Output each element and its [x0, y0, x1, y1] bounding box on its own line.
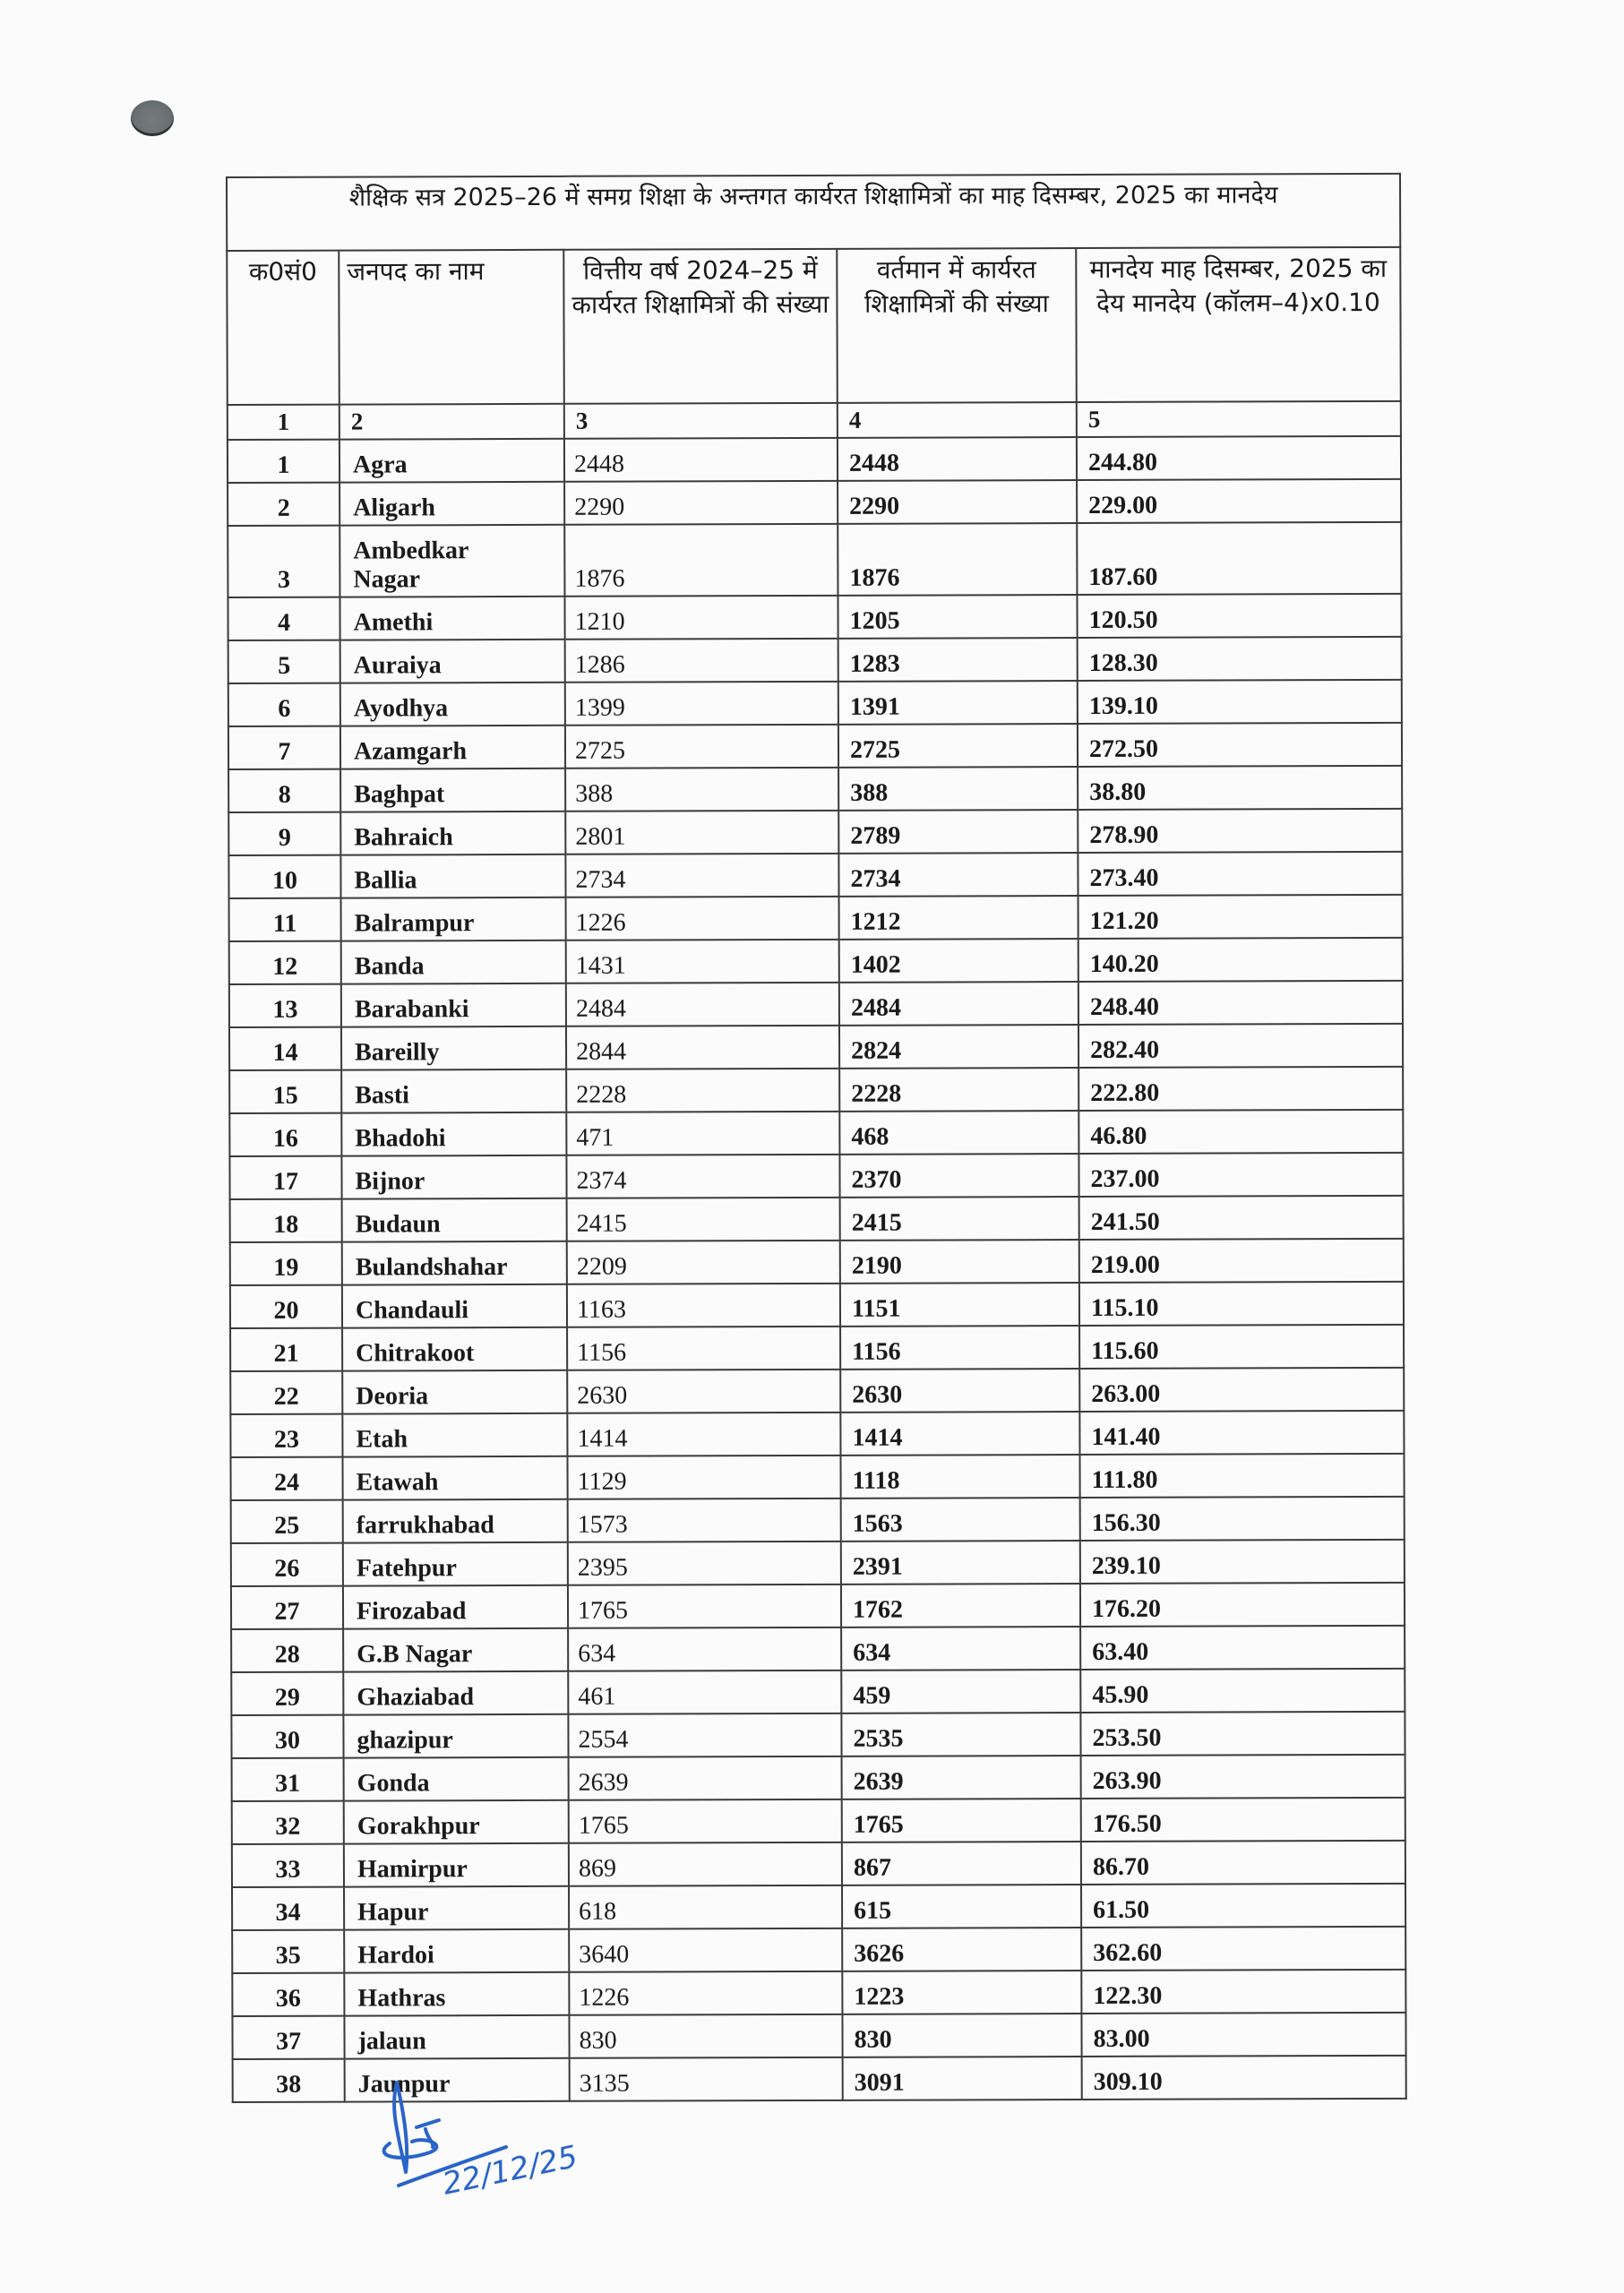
district-name-cell: Agra	[339, 439, 564, 483]
honorarium-cell: 61.50	[1081, 1884, 1405, 1928]
current-count-cell: 2630	[840, 1369, 1079, 1413]
serial-number-cell: 16	[229, 1113, 341, 1156]
honorarium-cell: 282.40	[1078, 1024, 1403, 1068]
table-row	[230, 1196, 1404, 1242]
prev-year-count-cell: 1129	[567, 1456, 840, 1499]
honorarium-cell: 239.10	[1080, 1540, 1405, 1584]
serial-number-cell: 33	[232, 1844, 344, 1887]
current-count-cell: 2448	[838, 437, 1077, 481]
district-name-cell: Bahraich	[340, 812, 565, 855]
district-name-cell: Ambedkar Nagar	[339, 525, 564, 597]
current-count-cell: 459	[841, 1670, 1080, 1713]
current-count-cell: 1876	[838, 523, 1077, 596]
prev-year-count-cell: 634	[568, 1627, 841, 1671]
table-title: शैक्षिक सत्र 2025–26 में समग्र शिक्षा के अन्तगत कार्यरत शिक्षामित्रों का माह दिसम्बर, 2025 का मानदेय	[227, 174, 1400, 251]
current-count-cell: 1391	[838, 681, 1078, 725]
table-row	[231, 1583, 1405, 1629]
serial-number-cell: 27	[231, 1586, 343, 1629]
district-name-cell: Auraiya	[340, 640, 565, 683]
current-count-cell: 2290	[838, 480, 1077, 524]
table-row	[229, 1067, 1403, 1113]
district-name-cell: Chitrakoot	[342, 1327, 567, 1371]
table-row	[230, 1411, 1404, 1457]
current-count-cell: 1762	[841, 1584, 1080, 1627]
table-row	[232, 2013, 1405, 2059]
table-row	[228, 680, 1402, 726]
prev-year-count-cell: 2374	[566, 1155, 839, 1198]
district-name-cell: jalaun	[344, 2015, 569, 2059]
column-number: 2	[339, 404, 564, 440]
prev-year-count-cell: 1210	[564, 596, 838, 640]
serial-number-cell: 26	[231, 1543, 343, 1586]
honorarium-cell: 229.00	[1077, 479, 1401, 523]
prev-year-count-cell: 2228	[566, 1069, 839, 1112]
serial-number-cell: 37	[232, 2016, 344, 2059]
serial-number-cell: 8	[228, 769, 340, 812]
honorarium-cell: 362.60	[1081, 1927, 1405, 1971]
prev-year-count-cell: 2209	[567, 1241, 840, 1284]
table-row	[230, 1454, 1404, 1500]
prev-year-count-cell: 2639	[569, 1756, 842, 1800]
prev-year-count-cell: 2554	[568, 1713, 841, 1757]
honorarium-cell: 115.60	[1079, 1325, 1404, 1369]
prev-year-count-cell: 1414	[567, 1413, 840, 1456]
honorarium-cell: 141.40	[1079, 1411, 1404, 1455]
district-name-cell: Fatehpur	[343, 1542, 568, 1586]
table-row	[230, 1282, 1404, 1328]
table-row	[228, 723, 1402, 769]
honorarium-cell: 244.80	[1077, 436, 1401, 480]
serial-number-cell: 1	[228, 440, 339, 483]
honorarium-cell: 253.50	[1080, 1712, 1405, 1756]
serial-number-cell: 4	[228, 597, 339, 640]
table-row	[229, 895, 1403, 941]
serial-number-cell: 30	[231, 1715, 343, 1758]
district-name-cell: Banda	[341, 940, 566, 984]
district-name-cell: farrukhabad	[343, 1499, 568, 1543]
district-name-cell: Barabanki	[341, 983, 566, 1027]
prev-year-count-cell: 1399	[565, 682, 838, 726]
honorarium-cell: 139.10	[1078, 680, 1402, 724]
serial-number-cell: 17	[229, 1156, 341, 1199]
current-count-cell: 2734	[838, 853, 1078, 897]
current-count-cell: 1156	[840, 1326, 1079, 1370]
table-row	[232, 1970, 1405, 2016]
honorarium-cell: 122.30	[1081, 1970, 1405, 2014]
prev-year-count-cell: 1286	[565, 639, 838, 683]
serial-number-cell: 9	[228, 812, 340, 855]
prev-year-count-cell: 471	[566, 1112, 839, 1155]
title-row	[227, 174, 1400, 251]
district-name-cell: Ayodhya	[340, 683, 565, 726]
current-count-cell: 3091	[843, 2057, 1082, 2100]
table-row	[232, 1927, 1405, 1973]
honorarium-cell: 83.00	[1081, 2013, 1405, 2057]
honorarium-cell: 38.80	[1078, 766, 1402, 810]
signature-with-date	[363, 2074, 596, 2208]
district-name-cell: G.B Nagar	[343, 1628, 568, 1672]
district-name-cell: Hathras	[344, 1972, 569, 2016]
table-row	[229, 981, 1403, 1027]
current-count-cell: 2190	[840, 1240, 1079, 1284]
district-name-cell: Ghaziabad	[343, 1671, 568, 1715]
current-count-cell: 1212	[839, 896, 1078, 940]
prev-year-count-cell: 2448	[564, 438, 838, 482]
signature-stroke	[384, 2140, 437, 2158]
honorarium-cell: 128.30	[1078, 637, 1402, 681]
current-count-cell: 1283	[838, 638, 1078, 682]
punch-hole-mark	[131, 100, 174, 136]
serial-number-cell: 19	[230, 1242, 342, 1285]
current-count-cell: 1205	[838, 595, 1077, 639]
prev-year-count-cell: 3640	[569, 1928, 842, 1972]
district-name-cell: Ballia	[340, 855, 565, 898]
district-name-cell: Deoria	[342, 1370, 567, 1414]
table-row	[230, 1325, 1404, 1371]
honorarium-cell: 263.00	[1079, 1368, 1404, 1412]
serial-number-cell: 24	[230, 1457, 342, 1500]
header-current-count: वर्तमान में कार्यरत शिक्षामित्रों की संख्या	[837, 248, 1077, 403]
header-serial-number: क0सं0	[227, 251, 339, 405]
honorarium-cell: 241.50	[1079, 1196, 1404, 1240]
honorarium-cell: 273.40	[1078, 852, 1402, 896]
prev-year-count-cell: 2801	[565, 811, 838, 855]
current-count-cell: 1563	[841, 1498, 1080, 1542]
honorarium-cell: 263.90	[1081, 1755, 1405, 1799]
serial-number-cell: 6	[228, 683, 340, 726]
honorarium-cell: 86.70	[1081, 1841, 1405, 1885]
header-honorarium: मानदेय माह दिसम्बर, 2025 का देय मानदेय (कॉलम–4)x0.10	[1076, 247, 1401, 402]
district-name-cell: Baghpat	[340, 769, 565, 812]
table-row	[230, 1368, 1404, 1414]
table-row	[232, 1841, 1405, 1887]
honorarium-cell: 45.90	[1080, 1669, 1405, 1713]
column-header-row	[227, 247, 1401, 405]
prev-year-count-cell: 869	[569, 1842, 842, 1886]
current-count-cell: 2484	[839, 982, 1078, 1026]
current-count-cell: 388	[838, 767, 1078, 811]
table-row	[232, 1755, 1405, 1801]
current-count-cell: 615	[842, 1885, 1081, 1928]
honorarium-cell: 187.60	[1077, 522, 1401, 595]
table-row	[231, 1626, 1405, 1672]
prev-year-count-cell: 1876	[564, 524, 838, 597]
district-name-cell: Bhadohi	[341, 1112, 566, 1156]
serial-number-cell: 12	[229, 941, 341, 984]
current-count-cell: 867	[842, 1842, 1081, 1885]
table-row	[229, 938, 1403, 984]
current-count-cell: 2370	[839, 1154, 1078, 1198]
serial-number-cell: 14	[229, 1027, 341, 1070]
current-count-cell: 2725	[838, 724, 1078, 768]
prev-year-count-cell: 2844	[566, 1026, 839, 1069]
serial-number-cell: 15	[229, 1070, 341, 1113]
table-row	[232, 1798, 1405, 1844]
serial-number-cell: 36	[232, 1973, 344, 2016]
honorarium-cell: 115.10	[1079, 1282, 1404, 1326]
prev-year-count-cell: 830	[569, 2014, 842, 2058]
district-name-cell: Hardoi	[344, 1929, 569, 1973]
table-row	[229, 1153, 1403, 1199]
honorarium-cell: 140.20	[1078, 938, 1403, 982]
table-row	[228, 809, 1402, 855]
district-name-cell: Aligarh	[339, 482, 564, 526]
prev-year-count-cell: 2630	[567, 1370, 840, 1413]
current-count-cell: 1223	[842, 1971, 1081, 2014]
serial-number-cell: 28	[231, 1629, 343, 1672]
district-name-cell: Amethi	[339, 597, 564, 640]
serial-number-cell: 21	[230, 1328, 342, 1371]
current-count-cell: 1402	[839, 939, 1078, 983]
header-district-name: जनपद का नाम	[339, 250, 564, 405]
signature-date: 22/12/25	[439, 2138, 581, 2203]
current-count-cell: 2824	[839, 1025, 1078, 1069]
table-row	[229, 1024, 1403, 1070]
district-name-cell: Etawah	[342, 1456, 567, 1500]
district-name-cell: Bulandshahar	[342, 1241, 567, 1285]
serial-number-cell: 3	[228, 526, 339, 597]
prev-year-count-cell: 461	[568, 1670, 841, 1714]
district-name-cell: Bijnor	[341, 1155, 566, 1199]
prev-year-count-cell: 618	[569, 1885, 842, 1929]
serial-number-cell: 5	[228, 640, 340, 683]
table-row	[232, 1884, 1405, 1930]
honorarium-cell: 176.50	[1081, 1798, 1405, 1842]
honorarium-cell: 63.40	[1080, 1626, 1405, 1670]
table-row	[231, 1497, 1405, 1543]
honorarium-cell: 272.50	[1078, 723, 1402, 767]
table-row	[228, 852, 1402, 898]
honorarium-cell: 46.80	[1078, 1110, 1403, 1154]
current-count-cell: 2639	[842, 1756, 1081, 1799]
serial-number-cell: 35	[232, 1930, 344, 1973]
current-count-cell: 1151	[840, 1283, 1079, 1327]
current-count-cell: 1118	[840, 1455, 1079, 1499]
district-name-cell: Balrampur	[341, 897, 566, 941]
header-prev-year-count: वित्तीय वर्ष 2024–25 में कार्यरत शिक्षामित्रों की संख्या	[563, 249, 838, 404]
district-name-cell: Etah	[342, 1413, 567, 1457]
serial-number-cell: 38	[233, 2059, 345, 2102]
serial-number-cell: 11	[229, 898, 341, 941]
prev-year-count-cell: 1226	[569, 1971, 842, 2015]
district-name-cell: Azamgarh	[340, 726, 565, 769]
serial-number-cell: 13	[229, 984, 341, 1027]
district-name-cell: Gonda	[344, 1757, 569, 1801]
district-name-cell: Hamirpur	[344, 1843, 569, 1887]
table-row	[230, 1239, 1404, 1285]
table-row	[228, 637, 1402, 683]
serial-number-cell: 2	[228, 483, 339, 526]
current-count-cell: 2391	[841, 1541, 1080, 1584]
current-count-cell: 634	[841, 1627, 1080, 1670]
serial-number-cell: 25	[231, 1500, 343, 1543]
honorarium-cell: 278.90	[1078, 809, 1402, 853]
table-row	[228, 436, 1401, 483]
district-name-cell: Gorakhpur	[344, 1800, 569, 1844]
serial-number-cell: 20	[230, 1285, 342, 1328]
column-number: 1	[228, 405, 339, 440]
prev-year-count-cell: 2725	[565, 725, 838, 769]
table-row	[228, 594, 1401, 640]
prev-year-count-cell: 2415	[567, 1198, 840, 1241]
column-number-row	[228, 401, 1401, 440]
serial-number-cell: 7	[228, 726, 340, 769]
prev-year-count-cell: 1765	[568, 1584, 841, 1628]
honorarium-cell: 309.10	[1082, 2056, 1406, 2100]
honorarium-cell: 120.50	[1077, 594, 1401, 638]
table-row	[231, 1669, 1405, 1715]
table-body	[228, 436, 1406, 2102]
honorarium-cell: 176.20	[1080, 1583, 1405, 1627]
honorarium-cell: 111.80	[1079, 1454, 1404, 1498]
district-name-cell: Basti	[341, 1069, 566, 1113]
district-name-cell: Hapur	[344, 1886, 569, 1930]
serial-number-cell: 29	[231, 1672, 343, 1715]
district-name-cell: Firozabad	[343, 1585, 568, 1629]
prev-year-count-cell: 1765	[569, 1799, 842, 1843]
district-name-cell: ghazipur	[343, 1714, 568, 1758]
district-name-cell: Budaun	[342, 1198, 567, 1242]
prev-year-count-cell: 2395	[568, 1542, 841, 1585]
prev-year-count-cell: 1573	[568, 1499, 841, 1542]
current-count-cell: 830	[842, 2014, 1081, 2057]
prev-year-count-cell: 1431	[566, 940, 839, 983]
table-row	[229, 1110, 1403, 1156]
serial-number-cell: 22	[230, 1371, 342, 1414]
prev-year-count-cell: 2290	[564, 481, 838, 525]
district-name-cell: Jaunpur	[345, 2058, 570, 2102]
prev-year-count-cell: 1156	[567, 1327, 840, 1370]
serial-number-cell: 31	[232, 1758, 344, 1801]
table-row	[231, 1712, 1405, 1758]
prev-year-count-cell: 2734	[565, 854, 838, 897]
honorarium-cell: 237.00	[1078, 1153, 1403, 1197]
current-count-cell: 1765	[842, 1799, 1081, 1842]
prev-year-count-cell: 2484	[566, 983, 839, 1026]
serial-number-cell: 23	[230, 1414, 342, 1457]
current-count-cell: 2535	[841, 1713, 1080, 1756]
prev-year-count-cell: 3135	[570, 2057, 843, 2101]
honorarium-cell: 121.20	[1078, 895, 1403, 939]
column-number: 4	[838, 402, 1077, 438]
serial-number-cell: 10	[228, 855, 340, 898]
district-name-cell: Chandauli	[342, 1284, 567, 1328]
column-number: 5	[1077, 401, 1401, 437]
prev-year-count-cell: 1226	[566, 897, 839, 940]
current-count-cell: 1414	[840, 1412, 1079, 1456]
district-name-cell: Bareilly	[341, 1026, 566, 1070]
serial-number-cell: 18	[230, 1199, 342, 1242]
serial-number-cell: 34	[232, 1887, 344, 1930]
column-number: 3	[564, 403, 838, 439]
prev-year-count-cell: 388	[565, 768, 838, 812]
table-row	[228, 766, 1402, 812]
honorarium-cell: 248.40	[1078, 981, 1403, 1025]
prev-year-count-cell: 1163	[567, 1284, 840, 1327]
current-count-cell: 3626	[842, 1928, 1081, 1971]
serial-number-cell: 32	[232, 1801, 344, 1844]
current-count-cell: 2228	[839, 1068, 1078, 1112]
table-row	[228, 522, 1401, 597]
honorarium-table	[226, 173, 1407, 2103]
table-row	[228, 479, 1401, 526]
current-count-cell: 2415	[840, 1197, 1079, 1241]
honorarium-cell: 156.30	[1080, 1497, 1405, 1541]
current-count-cell: 2789	[838, 810, 1078, 854]
honorarium-cell: 222.80	[1078, 1067, 1403, 1111]
current-count-cell: 468	[839, 1111, 1078, 1155]
table-row	[231, 1540, 1405, 1586]
honorarium-cell: 219.00	[1079, 1239, 1404, 1283]
